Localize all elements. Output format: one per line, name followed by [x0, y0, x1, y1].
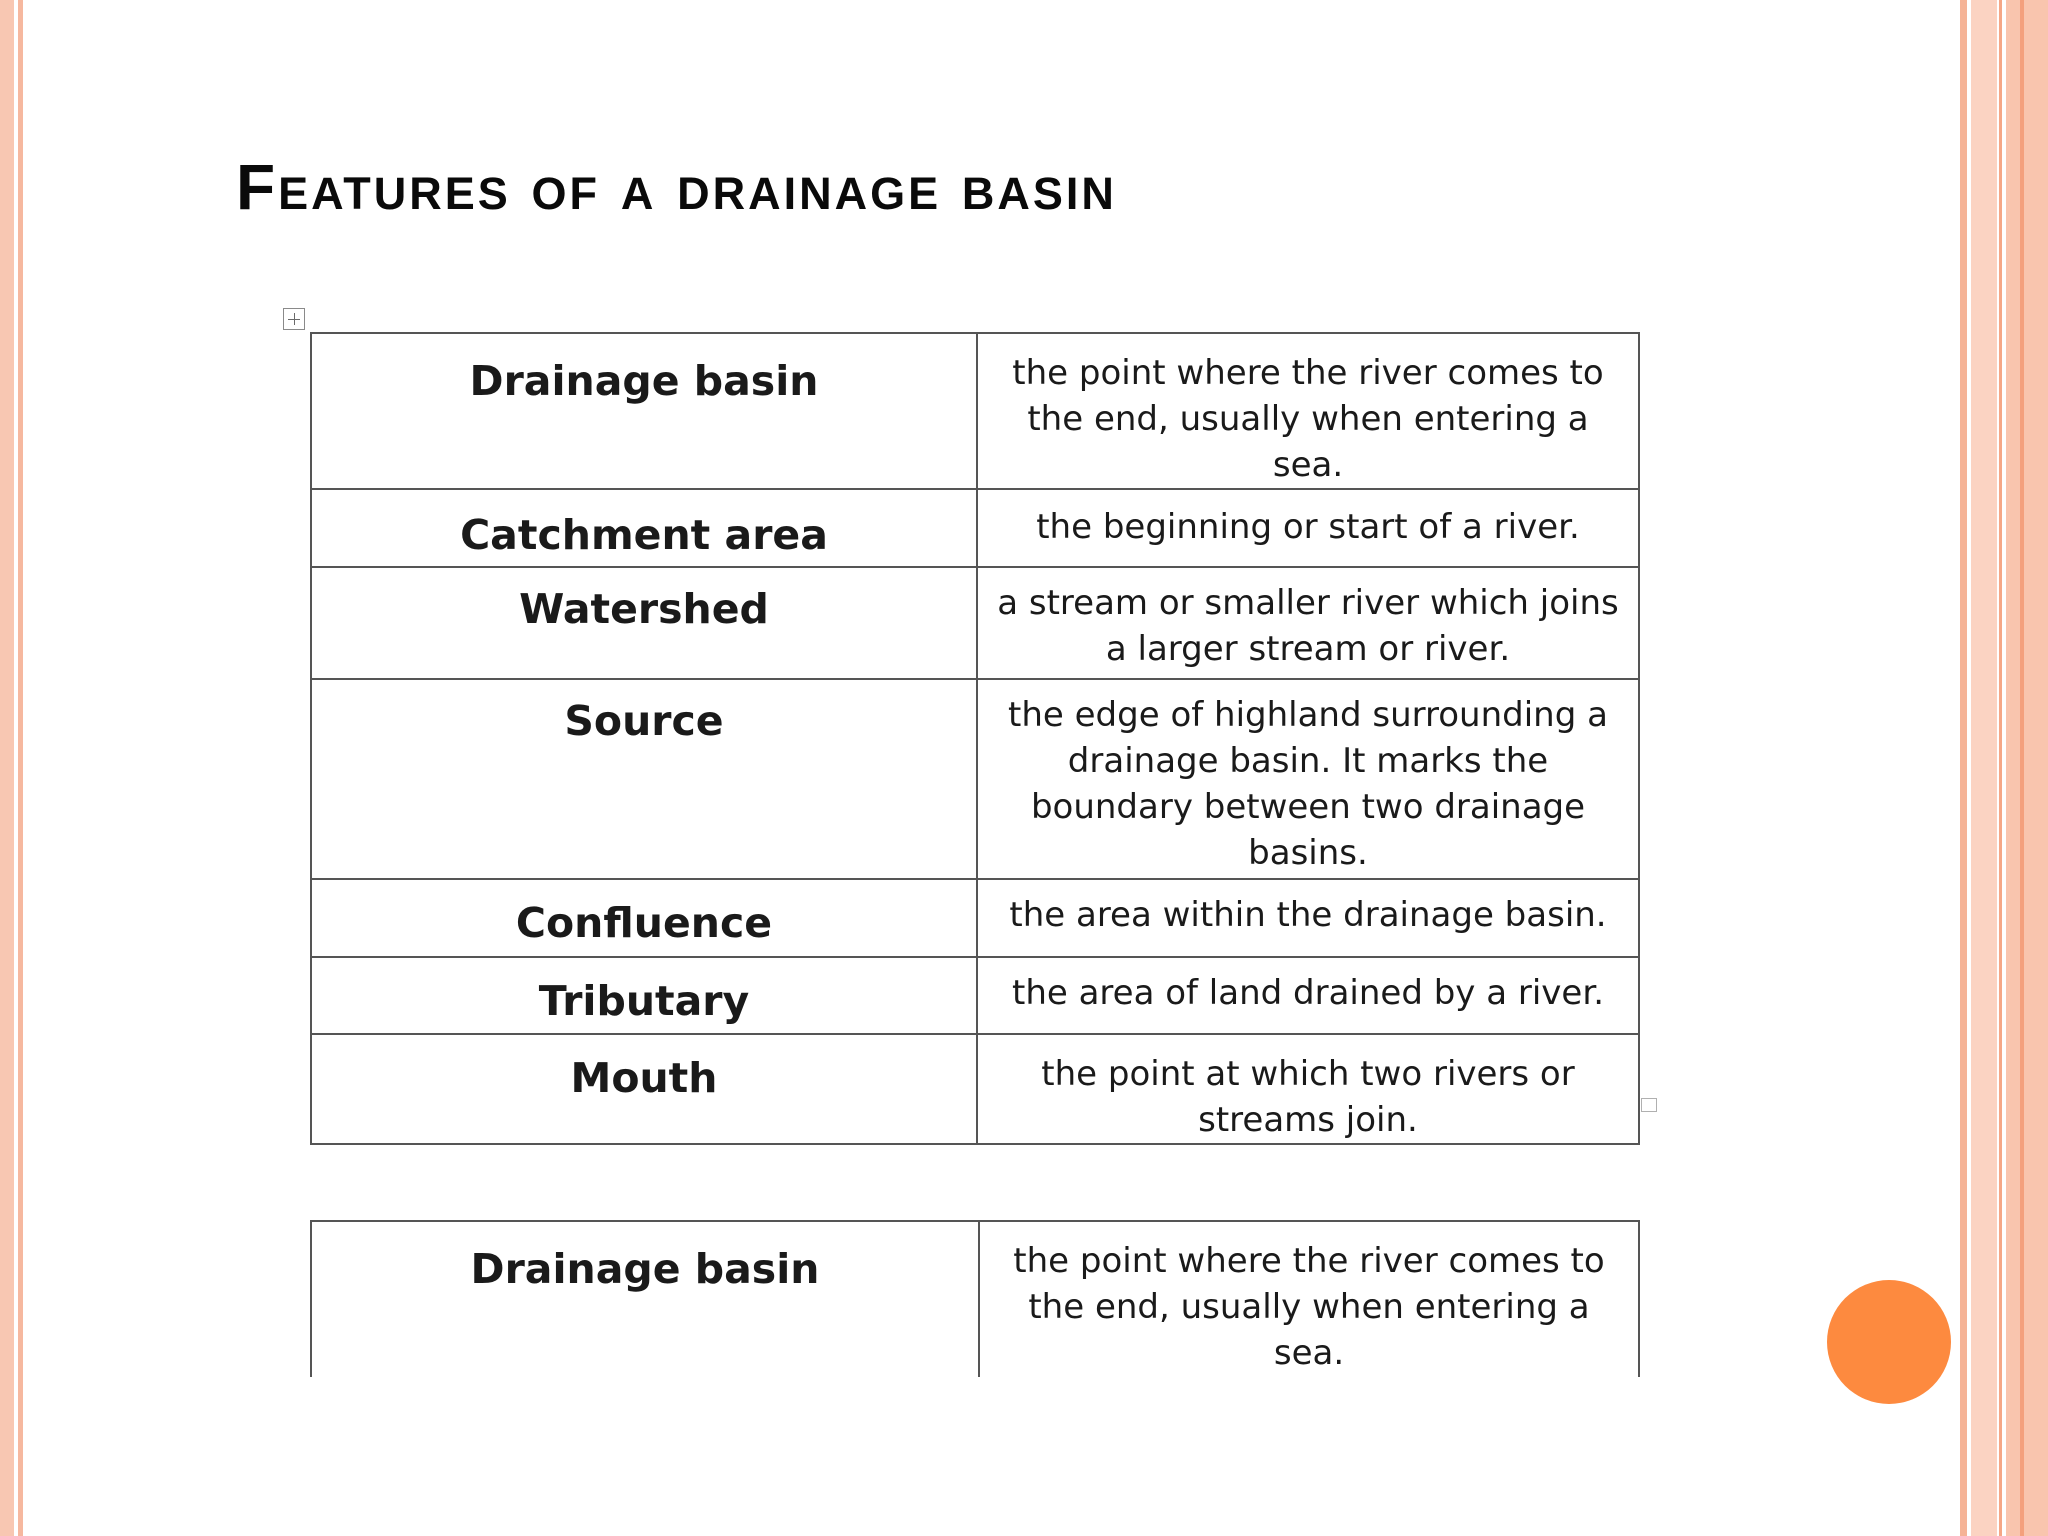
definition-cell: the area of land drained by a river. [977, 957, 1639, 1034]
repeated-table-clip [308, 1218, 1644, 1373]
right-border-stripe [1971, 0, 1997, 1536]
definition-cell: the point where the river comes to the end, usually when entering a sea. [979, 1221, 1639, 1377]
table-resize-icon[interactable] [1641, 1098, 1657, 1112]
orange-circle-icon [1827, 1280, 1951, 1404]
right-border-stripe [1960, 0, 1967, 1536]
left-border-bar [0, 0, 14, 1536]
term-cell: Mouth [311, 1034, 977, 1144]
table-row [311, 957, 1639, 1034]
left-border-line [18, 0, 23, 1536]
table-row [311, 1221, 1639, 1377]
term-cell: Tributary [311, 957, 977, 1034]
table-row [311, 489, 1639, 567]
definition-cell: the point at which two rivers or streams join. [977, 1034, 1639, 1144]
term-cell: Drainage basin [311, 333, 977, 489]
table-move-icon[interactable] [283, 308, 305, 330]
term-cell: Confluence [311, 879, 977, 957]
right-border-stripe [2020, 0, 2024, 1536]
repeated-terms-table [310, 1220, 1640, 1377]
definition-cell: the edge of highland surrounding a drainage basin. It marks the boundary between two drainage basins. [977, 679, 1639, 879]
right-border-stripe [1999, 0, 2002, 1536]
right-border-stripe [2006, 0, 2048, 1536]
term-cell: Drainage basin [311, 1221, 979, 1377]
table-row [311, 333, 1639, 489]
definition-cell: a stream or smaller river which joins a larger stream or river. [977, 567, 1639, 679]
table-row [311, 567, 1639, 679]
slide-title: Features of a drainage basin [236, 151, 1117, 223]
table-row [311, 879, 1639, 957]
table-row [311, 679, 1639, 879]
definition-cell: the area within the drainage basin. [977, 879, 1639, 957]
term-cell: Source [311, 679, 977, 879]
definition-cell: the point where the river comes to the end, usually when entering a sea. [977, 333, 1639, 489]
definition-cell: the beginning or start of a river. [977, 489, 1639, 567]
table-row [311, 1034, 1639, 1144]
terms-table [310, 332, 1640, 1145]
term-cell: Watershed [311, 567, 977, 679]
term-cell: Catchment area [311, 489, 977, 567]
